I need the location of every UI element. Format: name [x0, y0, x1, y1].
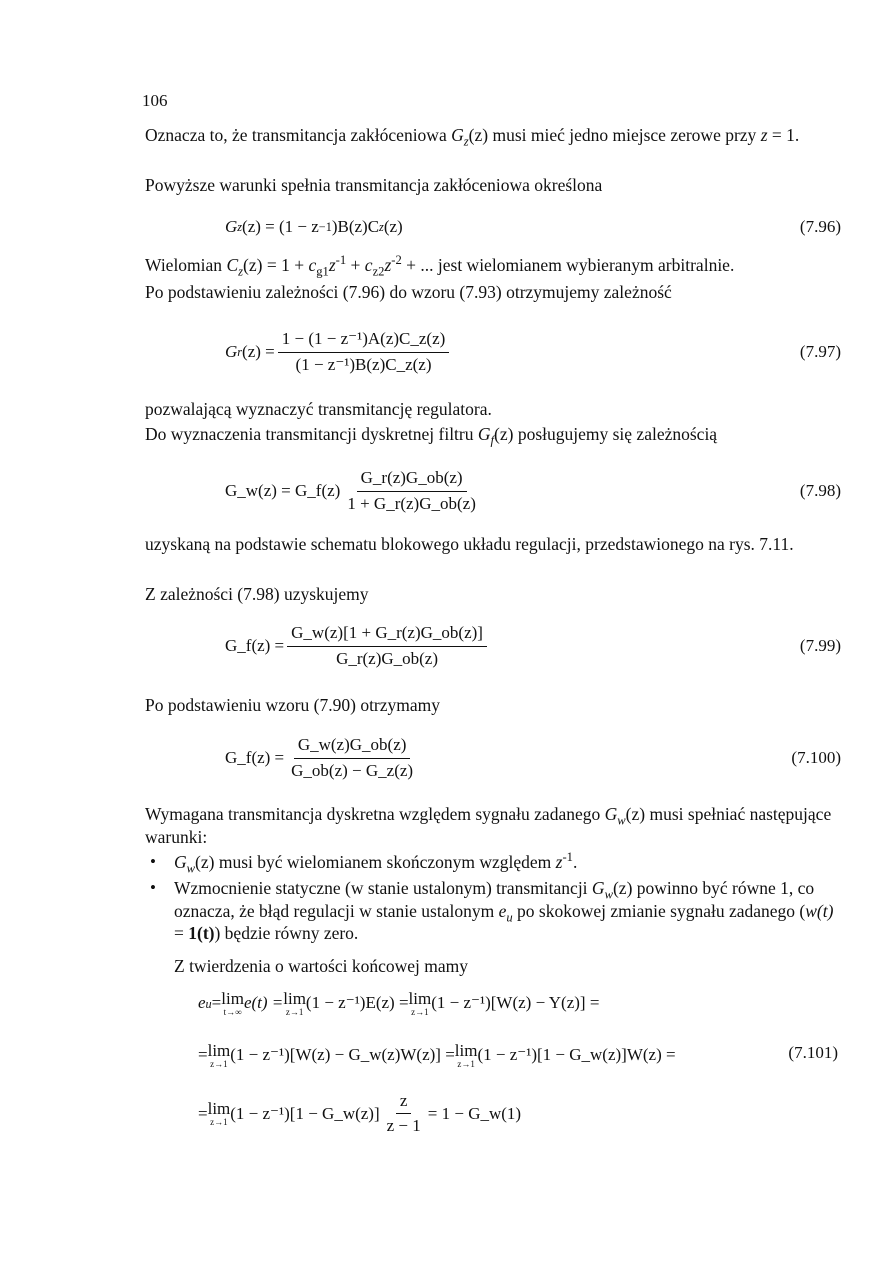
equation-7-96 [225, 212, 841, 242]
lim-under: z→1 [457, 1059, 475, 1069]
symbol: G [225, 216, 238, 236]
denominator: z − 1 [386, 1116, 421, 1136]
text: ) będzie równy zero. [214, 923, 359, 944]
lim-under: z→1 [411, 1007, 429, 1017]
equation-number: (7.97) [799, 341, 841, 361]
lim-operator: lim [283, 989, 306, 1008]
numerator: G_r(z)G_ob(z) [357, 467, 467, 491]
subscript: w [604, 887, 613, 902]
symbol: z [760, 125, 768, 145]
equation-body: G z (z) = (1 − z −1 )B(z)C z (z) [225, 216, 403, 238]
text: (z) [494, 424, 514, 444]
symbol: G [591, 877, 605, 898]
subscript: w [617, 813, 626, 828]
text: musi spełniać następujące warunki: [145, 804, 832, 847]
equation-line-3 [198, 1090, 521, 1137]
equation-body [225, 622, 490, 669]
text: (1 − z⁻¹)E(z) = [305, 993, 409, 1013]
equation-number: (7.99) [799, 635, 841, 655]
symbol: 1(t) [188, 923, 215, 944]
equation-7-98 [225, 460, 841, 522]
equation-7-101 [198, 990, 838, 1150]
text: Oznacza to, że transmitancja zakłóceniowa [145, 125, 452, 145]
text: (1 − z⁻¹)[1 − G_w(z)] [230, 1103, 380, 1123]
paragraph-11: Z twierdzenia o wartości końcowej mamy [174, 956, 468, 976]
text: = [198, 1045, 208, 1065]
lim-operator: lim [207, 1099, 231, 1119]
lim-under: z→1 [210, 1059, 228, 1069]
paragraph-3 [145, 254, 840, 277]
subscript: g1 [316, 264, 329, 279]
symbol: G [477, 424, 491, 444]
fraction [383, 1090, 425, 1137]
text: (z) [195, 852, 215, 872]
text: Wzmocnienie statyczne (w stanie ustalonym) transmitancji [174, 877, 592, 898]
numerator: z [396, 1090, 412, 1114]
equation-line-2 [198, 1042, 676, 1069]
text: musi być wielomianem skończonym względem [214, 852, 556, 872]
text: (1 − z⁻¹)[W(z) − G_w(z)W(z)] = [230, 1045, 455, 1065]
symbol: z [384, 255, 392, 275]
lim-under: z→1 [285, 1007, 304, 1017]
exponent: -1 [562, 850, 573, 865]
text: = [211, 993, 222, 1013]
numerator: G_w(z)G_ob(z) [294, 734, 411, 758]
symbol: z [555, 852, 563, 872]
subscript: z [463, 134, 469, 149]
limit [208, 1042, 231, 1069]
text: G_f(z) = [225, 747, 285, 767]
paragraph-5: pozwalającą wyznaczyć transmitancję regulatora. [145, 399, 492, 419]
text: + ... jest wielomianem wybieranym arbitralnie. [401, 255, 735, 275]
text: + [346, 255, 365, 275]
limit [455, 1042, 478, 1069]
text: = [174, 923, 189, 944]
paragraph-8: Z zależności (7.98) uzyskujemy [145, 584, 369, 604]
page-number: 106 [142, 91, 168, 110]
subscript: z [379, 220, 384, 234]
equation-7-99 [225, 615, 841, 677]
equation-body [225, 734, 420, 781]
lim-operator: lim [221, 989, 244, 1008]
symbol: c [308, 255, 317, 275]
subscript: z2 [372, 264, 385, 279]
paragraph-1 [145, 124, 840, 147]
text: (z) = [242, 341, 275, 361]
fraction [343, 467, 480, 514]
equation-number: (7.100) [791, 747, 841, 767]
numerator: G_w(z)[1 + G_r(z)G_ob(z)] [287, 622, 487, 646]
equation-line-1 [198, 990, 599, 1017]
subscript: z [238, 264, 244, 279]
subscript: f [490, 433, 495, 448]
paragraph-7: uzyskaną na podstawie schematu blokowego układu regulacji, przedstawionego na rys. 7.11. [145, 534, 794, 554]
subscript: r [237, 345, 243, 359]
denominator: G_r(z)G_ob(z) [336, 648, 439, 668]
text: (z) [468, 125, 489, 145]
list-item [148, 877, 840, 945]
paragraph-6 [145, 423, 840, 446]
fraction [287, 622, 487, 669]
limit [208, 1100, 231, 1127]
text: e(t) = [243, 993, 284, 1013]
lim-under: z→1 [210, 1117, 228, 1128]
lim-operator: lim [454, 1041, 478, 1060]
text: (z) [383, 216, 403, 236]
numerator: 1 − (1 − z⁻¹)A(z)C_z(z) [278, 328, 450, 352]
lim-operator: lim [408, 989, 432, 1008]
subscript: w [186, 861, 196, 876]
fraction [287, 734, 417, 781]
paragraph-4: Po podstawieniu zależności (7.96) do wzoru (7.93) otrzymujemy zależność [145, 282, 672, 302]
text: Wielomian [145, 255, 227, 275]
symbol: G [604, 804, 618, 824]
lim-under: t→∞ [223, 1007, 242, 1017]
text: G_w(z) = G_f(z) [225, 480, 341, 500]
text: (z) [243, 255, 263, 275]
symbol: G [451, 125, 464, 145]
subscript: z [237, 220, 243, 234]
text: = [198, 1103, 208, 1123]
text: = 1 − G_w(1) [427, 1103, 522, 1123]
symbol: C [226, 255, 239, 275]
text: = 1. [767, 125, 800, 145]
text: Do wyznaczenia transmitancji dyskretnej filtru [145, 424, 478, 444]
equation-body [225, 328, 452, 375]
symbol: c [364, 255, 373, 275]
limit [409, 990, 432, 1017]
equation-number: (7.98) [799, 480, 841, 500]
denominator: (1 − z⁻¹)B(z)C_z(z) [295, 354, 432, 374]
fraction [278, 328, 450, 375]
text: (z) [625, 804, 646, 824]
symbol: e [198, 993, 206, 1013]
denominator: G_ob(z) − G_z(z) [291, 760, 414, 780]
subscript: u [506, 910, 513, 924]
symbol: G [225, 341, 238, 361]
symbol: w(t) [805, 900, 834, 921]
bullet-list [148, 851, 840, 945]
text: = 1 + [262, 255, 309, 275]
equation-7-97 [225, 320, 841, 384]
text: posługujemy się zależnością [513, 424, 718, 444]
exponent: -2 [391, 253, 402, 268]
symbol: z [328, 255, 336, 275]
text: po skokowej zmianie sygnału zadanego ( [512, 900, 806, 921]
exponent: -1 [335, 253, 347, 268]
equation-7-100 [225, 728, 841, 788]
text: (z) [612, 877, 633, 898]
paragraph-9: Po podstawieniu wzoru (7.90) otrzymamy [145, 695, 441, 715]
paragraph-2: Powyższe warunki spełnia transmitancja zakłóceniowa określona [145, 175, 603, 195]
paragraph-10 [145, 803, 840, 849]
text: G_f(z) = [225, 635, 285, 655]
lim-operator: lim [207, 1041, 231, 1060]
symbol: G [174, 852, 187, 872]
equation-body [225, 467, 483, 514]
subscript: u [205, 996, 212, 1011]
list-item [148, 851, 840, 874]
text: (1 − z⁻¹)[1 − G_w(z)]W(z) = [477, 1045, 676, 1065]
denominator: 1 + G_r(z)G_ob(z) [347, 493, 476, 513]
text: . [572, 852, 578, 872]
text: Wymagana transmitancja dyskretna względem sygnału zadanego [145, 804, 605, 824]
equation-number: (7.101) [788, 1043, 838, 1062]
equation-number: (7.96) [799, 216, 841, 236]
text: musi mieć jedno miejsce zerowe przy [488, 125, 761, 145]
text: )B(z)C [331, 216, 380, 236]
text: powinno być równe 1, co oznacza, że błąd regulacji w stanie ustalonym [174, 877, 815, 921]
text: (z) = (1 − z [242, 216, 319, 236]
limit [221, 990, 244, 1017]
text: (1 − z⁻¹)[W(z) − Y(z)] = [431, 993, 600, 1013]
limit [283, 990, 306, 1017]
symbol: e [498, 900, 507, 921]
